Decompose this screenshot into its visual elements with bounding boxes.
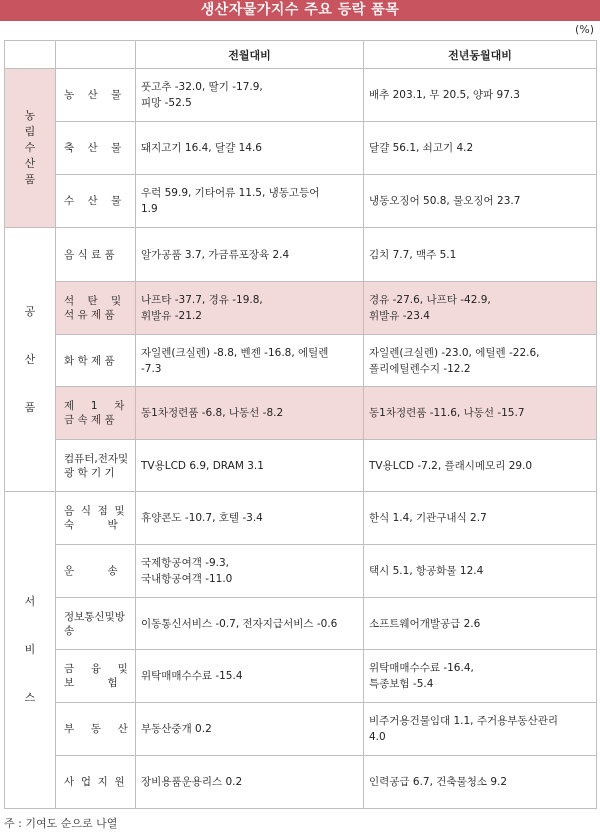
item-cell (56, 440, 136, 492)
table-row (5, 545, 597, 598)
table-row (5, 598, 597, 650)
corner-cell (5, 41, 56, 69)
item-label: 화 학 제 품 (64, 354, 115, 367)
item-label: 농 산 물 (64, 89, 122, 101)
yoy-cell: 소프트웨어개발공급 2.6 (364, 598, 597, 650)
item-label: 숙 박 (64, 519, 118, 531)
item-label: 정보통신및방 (64, 610, 125, 623)
item-cell (56, 756, 136, 809)
item-label: 석 유 제 품 (64, 309, 115, 321)
table-row (5, 122, 597, 175)
item-cell (56, 122, 136, 175)
yoy-cell: 인력공급 6.7, 건축물청소 9.2 (364, 756, 597, 809)
item-label: 보 험 (64, 677, 118, 689)
mom-cell: 풋고추 -32.0, 딸기 -17.9, 피망 -52.5 (136, 69, 364, 122)
yoy-cell: 위탁매매수수료 -16.4, 특종보험 -5.4 (364, 650, 597, 703)
item-cell (56, 69, 136, 122)
item-label: 송 (64, 624, 75, 637)
mom-cell: 우럭 59.9, 기타어류 11.5, 냉동고등어 1.9 (136, 175, 364, 228)
item-label: 운 송 (64, 565, 118, 577)
mom-cell: 휴양콘도 -10.7, 호텔 -3.4 (136, 492, 364, 545)
item-label: 수 산 물 (64, 195, 122, 207)
mom-cell: 위탁매매수수료 -15.4 (136, 650, 364, 703)
table-row (5, 282, 597, 335)
item-label: 축 산 물 (64, 142, 122, 154)
yoy-cell: 한식 1.4, 기관구내식 2.7 (364, 492, 597, 545)
yoy-cell: 냉동오징어 50.8, 물오징어 23.7 (364, 175, 597, 228)
table-row (5, 492, 597, 545)
item-cell (56, 175, 136, 228)
mom-cell: 동1차정련품 -6.8, 나동선 -8.2 (136, 387, 364, 440)
table-row (5, 228, 597, 282)
table-row (5, 703, 597, 756)
item-label: 금 속 제 품 (64, 414, 115, 426)
mom-cell: TV용LCD 6.9, DRAM 3.1 (136, 440, 364, 492)
yoy-cell: 비주거용건물임대 1.1, 주거용부동산관리 4.0 (364, 703, 597, 756)
price-table (4, 40, 597, 809)
mom-cell: 알가공품 3.7, 가금류포장육 2.4 (136, 228, 364, 282)
mom-cell: 나프타 -37.7, 경유 -19.8, 휘발유 -21.2 (136, 282, 364, 335)
item-label: 금 융 및 (64, 663, 128, 675)
corner-cell-2 (56, 41, 136, 69)
item-label: 음 식 료 품 (64, 248, 115, 261)
item-label: 음 식 점 및 (64, 505, 125, 517)
category-cell: 농 림 수 산 품 (5, 69, 56, 228)
item-cell (56, 650, 136, 703)
item-cell (56, 387, 136, 440)
mom-cell: 국제항공여객 -9.3, 국내항공여객 -11.0 (136, 545, 364, 598)
mom-cell: 이동통신서비스 -0.7, 전자지급서비스 -0.6 (136, 598, 364, 650)
item-cell (56, 228, 136, 282)
item-cell (56, 703, 136, 756)
yoy-cell: 경유 -27.6, 나프타 -42.9, 휘발유 -23.4 (364, 282, 597, 335)
table-row (5, 440, 597, 492)
mom-cell: 돼지고기 16.4, 달걀 14.6 (136, 122, 364, 175)
table-row (5, 175, 597, 228)
item-cell (56, 282, 136, 335)
page-title: 생산자물가지수 주요 등락 품목 (0, 0, 600, 21)
item-label: 석 탄 및 (64, 295, 122, 307)
yoy-cell: 달걀 56.1, 쇠고기 4.2 (364, 122, 597, 175)
item-cell (56, 545, 136, 598)
table-row (5, 650, 597, 703)
yoy-cell: TV용LCD -7.2, 플래시메모리 29.0 (364, 440, 597, 492)
item-cell (56, 598, 136, 650)
yoy-cell: 자일렌(크실렌) -23.0, 에틸렌 -22.6, 폴리에틸렌수지 -12.2 (364, 335, 597, 387)
item-label: 사 업 지 원 (64, 776, 125, 788)
unit-label: (%) (574, 23, 594, 36)
item-label: 컴퓨터,전자및 (64, 452, 129, 465)
item-label: 광 학 기 기 (64, 466, 115, 479)
item-label: 제 1 차 (64, 400, 125, 412)
header-row (5, 41, 597, 69)
header-mom: 전월대비 (136, 41, 364, 69)
item-cell (56, 492, 136, 545)
mom-cell: 부동산중개 0.2 (136, 703, 364, 756)
yoy-cell: 배추 203.1, 무 20.5, 양파 97.3 (364, 69, 597, 122)
header-yoy: 전년동월대비 (364, 41, 597, 69)
mom-cell: 장비용품운용리스 0.2 (136, 756, 364, 809)
mom-cell: 자일렌(크실렌) -8.8, 벤젠 -16.8, 에틸렌 -7.3 (136, 335, 364, 387)
yoy-cell: 동1차정련품 -11.6, 나동선 -15.7 (364, 387, 597, 440)
table-row (5, 756, 597, 809)
table-row (5, 335, 597, 387)
table-row (5, 69, 597, 122)
table-row (5, 387, 597, 440)
yoy-cell: 김치 7.7, 맥주 5.1 (364, 228, 597, 282)
item-cell (56, 335, 136, 387)
category-cell: 공 산 품 (5, 228, 56, 492)
item-label: 부 동 산 (64, 723, 128, 735)
footnote: 주 : 기여도 순으로 나열 (4, 817, 118, 830)
table-body (5, 69, 597, 809)
category-cell: 서 비 스 (5, 492, 56, 809)
yoy-cell: 택시 5.1, 항공화물 12.4 (364, 545, 597, 598)
